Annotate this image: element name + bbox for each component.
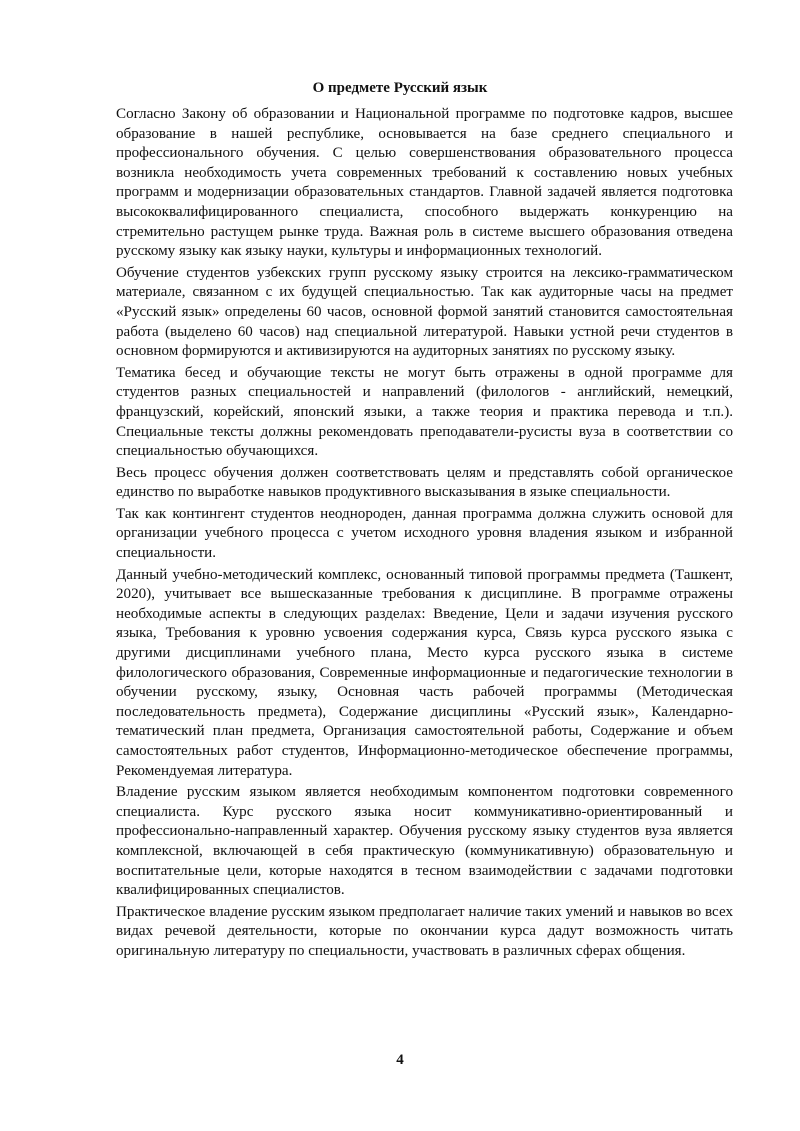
paragraph: Данный учебно-методический комплекс, основанный типовой программы предмета (Ташкент, 2020), учитывает все вышесказанные требования к дисциплине. В программе отражены необходимые аспекты в следующих разделах: Введение, Цели и задачи изучения русского языка, Требования к уровню усвоения содержания курса, Связь курса русского языка с другими дисциплинами учебного плана, Место курса русского языка в системе филологического образования, Современные информационные и педагогические технологии в обучении русскому, языку, Основная часть рабочей программы (Методическая последовательность предмета), Содержание дисциплины «Русский язык», Календарно-тематический план предмета, Организация самостоятельной работы, Содержание и объем самостоятельных работ студентов, Информационно-методическое обеспечение программы, Рекомендуемая литература.	[116, 566, 733, 779]
paragraph: Обучение студентов узбекских групп русскому языку строится на лексико-грамматическом материале, связанном с их будущей специальностью. Так как аудиторные часы на предмет «Русский язык» определены 60 часов, основной формой занятий становится самостоятельная работа (выделено 60 часов) над специальной литературой. Навыки устной речи студентов в основном формируются и активизируются на аудиторных занятиях по русскому языку.	[116, 264, 733, 360]
body-text	[116, 105, 733, 964]
paragraph: Практическое владение русским языком предполагает наличие таких умений и навыков во всех видах речевой деятельности, которые по окончании курса дадут возможность читать оригинальную литературу по специальности, участвовать в различных сферах общения.	[116, 903, 733, 959]
paragraph: Так как контингент студентов неоднороден, данная программа должна служить основой для организации учебного процесса с учетом исходного уровня владения языком и избранной специальности.	[116, 505, 733, 562]
paragraph: Тематика бесед и обучающие тексты не могут быть отражены в одной программе для студентов разных специальностей и направлений (филологов - английский, немецкий, французский, корейский, японский языки, а также теория и практика перевода и т.п.). Специальные тексты должны рекомендовать преподаватели-русисты вуза в соответствии со специальностью обучающихся.	[116, 364, 733, 460]
paragraph: Владение русским языком является необходимым компонентом подготовки современного специалиста. Курс русского языка носит коммуникативно-ориентированный и профессионально-направленный характер. Обучения русскому языку студентов вуза является комплексной, включающей в себя практическую (коммуникативную) образовательную и воспитательные цели, которые находятся в тесном взаимодействии с задачами подготовки квалифицированных специалистов.	[116, 784, 733, 899]
page-title: О предмете Русский язык	[312, 80, 488, 96]
paragraph: Согласно Закону об образовании и Национальной программе по подготовке кадров, высшее образование в нашей республике, основывается на базе среднего специального и профессионального обучения. С целью совершенствования образовательного процесса возникла необходимость учета современных требований к составлению новых учебных программ и модернизации образовательных стандартов. Главной задачей является подготовка высококвалифицированного специалиста, способного выдержать конкуренцию на стремительно растущем рынке труда. Важная роль в системе высшего образования отведена русскому языку как языку науки, культуры и информационных технологий.	[116, 106, 733, 260]
page-number: 4	[396, 1052, 404, 1068]
paragraph: Весь процесс обучения должен соответствовать целям и представлять собой органическое единство по выработке навыков продуктивного высказывания в языке специальности.	[116, 464, 733, 501]
